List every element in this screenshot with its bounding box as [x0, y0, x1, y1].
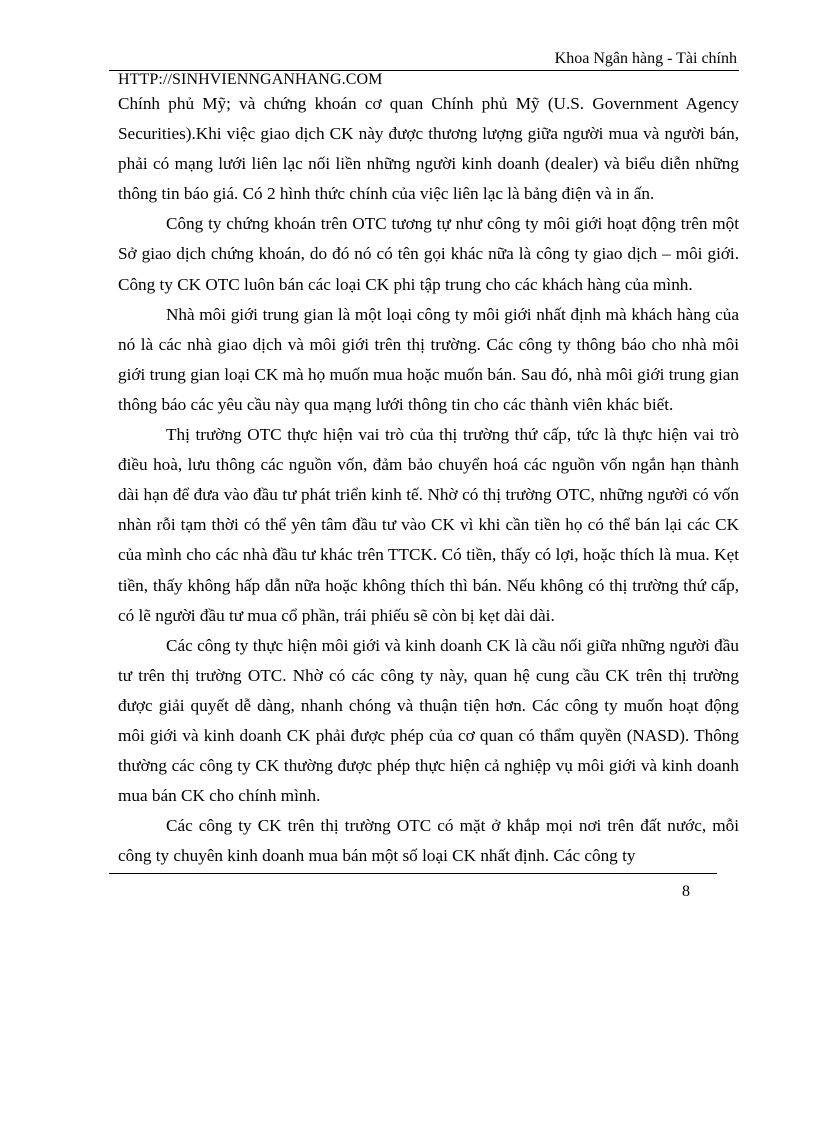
paragraph-secondary-market-role: Thị trường OTC thực hiện vai trò của thị trường thứ cấp, tức là thực hiện vai trò điều hoà, lưu thông các nguồn vốn, đảm bảo chuyển hoá các nguồn vốn ngắn hạn thành dài hạn để đưa vào đầu tư phát triển kinh tế. Nhờ có thị trường OTC, những người có vốn nhàn rỗi tạm thời có thể yên tâm đầu tư vào CK vì khi cần tiền họ có thể bán lại các CK của mình cho các nhà đầu tư khác trên TTCK. Có tiền, thấy có lợi, hoặc thích là mua. Kẹt tiền, thấy không hấp dẫn nữa hoặc không thích thì bán. Nếu không có thị trường thứ cấp, có lẽ người đầu tư mua cổ phần, trái phiếu sẽ còn bị kẹt dài dài.	[118, 425, 739, 625]
paragraph-firms-nationwide: Các công ty CK trên thị trường OTC có mặt ở khắp mọi nơi trên đất nước, mỗi công ty chuyên kinh doanh mua bán một số loại CK nhất định. Các công ty	[118, 816, 739, 866]
header-department: Khoa Ngân hàng - Tài chính	[554, 50, 737, 67]
paragraph-brokerage-firms: Các công ty thực hiện môi giới và kinh doanh CK là cầu nối giữa những người đầu tư trên thị trường OTC. Nhờ có các công ty này, quan hệ cung cầu CK trên thị trường được giải quyết dễ dàng, nhanh chóng và thuận tiện hơn. Các công ty muốn hoạt động môi giới và kinh doanh CK phải được phép của cơ quan có thẩm quyền (NASD). Thông thường các công ty CK thường được phép thực hiện cả nghiệp vụ môi giới và kinh doanh mua bán CK cho chính mình.	[118, 635, 739, 806]
document-body	[118, 89, 739, 871]
paragraph-otc-securities-firm: Công ty chứng khoán trên OTC tương tự như công ty môi giới hoạt động trên một Sở giao dịch chứng khoán, do đó nó có tên gọi khác nữa là công ty giao dịch – môi giới. Công ty CK OTC luôn bán các loại CK phi tập trung cho các khách hàng của mình.	[118, 214, 739, 294]
page-number: 8	[682, 883, 690, 900]
footer-rule	[109, 873, 717, 874]
site-watermark: HTTP://SINHVIENNGANHANG.COM	[118, 71, 383, 88]
paragraph-interdealer-broker: Nhà môi giới trung gian là một loại công ty môi giới nhất định mà khách hàng của nó là các nhà giao dịch và môi giới trên thị trường. Các công ty thông báo cho nhà môi giới trung gian loại CK mà họ muốn mua hoặc muốn bán. Sau đó, nhà môi giới trung gian thông báo các yêu cầu này qua mạng lưới thông tin cho các thành viên khác biết.	[118, 304, 739, 414]
paragraph-continuation: Chính phủ Mỹ; và chứng khoán cơ quan Chính phủ Mỹ (U.S. Government Agency Securities).Khi việc giao dịch CK này được thương lượng giữa người mua và người bán, phải có mạng lưới liên lạc nối liền những người kinh doanh (dealer) và biểu diễn những thông tin báo giá. Có 2 hình thức chính của việc liên lạc là bảng điện và in ấn.	[118, 94, 739, 204]
